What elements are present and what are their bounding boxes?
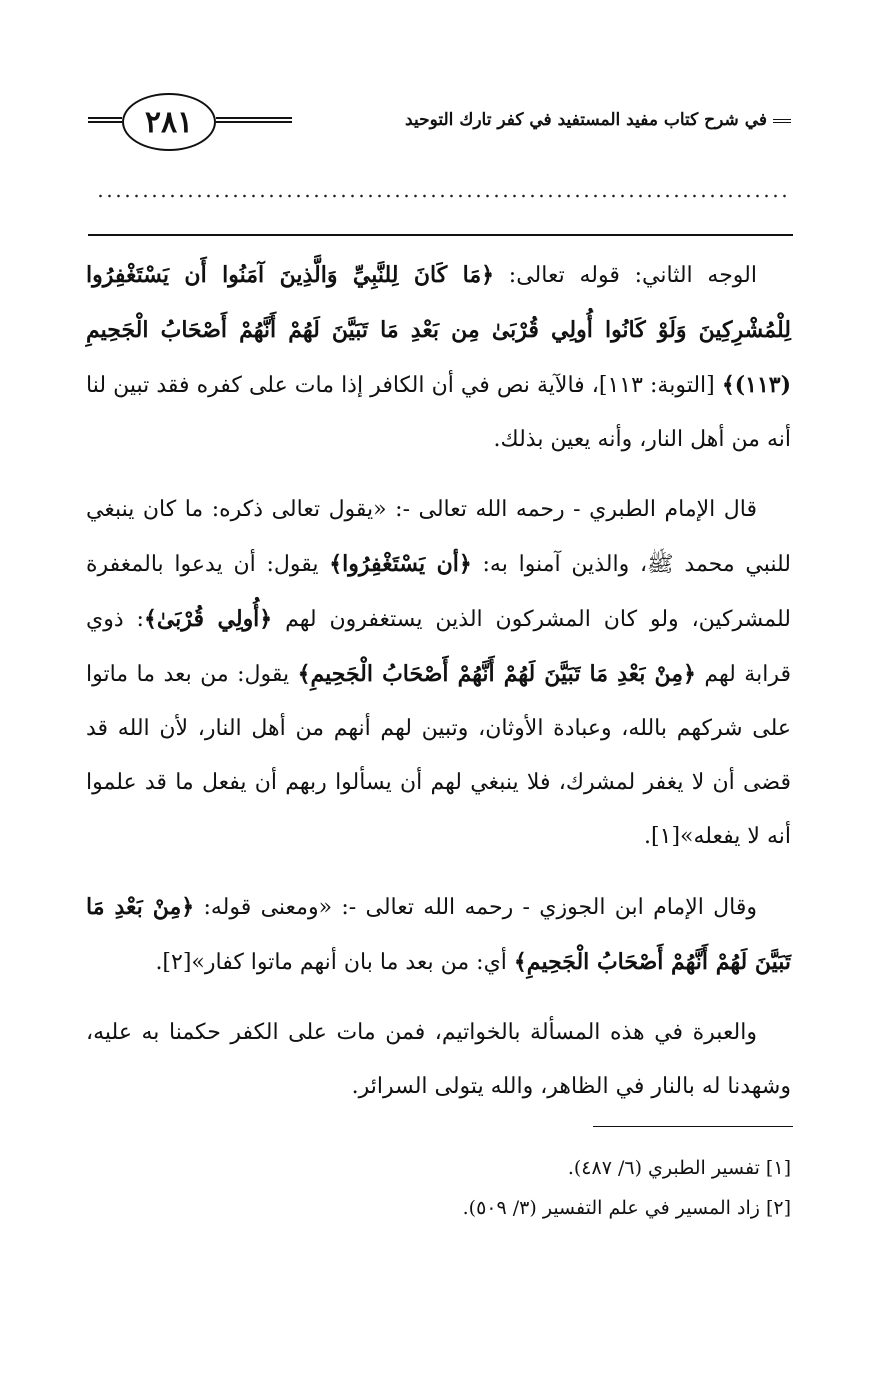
- quran-verse: ﴿مِنْ بَعْدِ مَا تَبَيَّنَ لَهُمْ أَنَّهُمْ أَصْحَابُ الْجَحِيمِ﴾: [86, 894, 791, 975]
- text-segment: [التوبة: ١١٣]، فالآية نص في أن الكافر إذا مات على كفره فقد تبين لنا أنه من أهل النار، وأنه يعين بذلك.: [86, 373, 791, 452]
- text-segment: وقال الإمام ابن الجوزي - رحمه الله تعالى -: «ومعنى قوله:: [194, 895, 758, 920]
- dotted-separator: [96, 190, 792, 202]
- page-number: ٢٨١: [144, 104, 194, 140]
- page-number-badge: [122, 93, 216, 151]
- text-segment: : ذوي قرابة لهم: [86, 607, 791, 687]
- paragraph-3: [86, 880, 791, 990]
- paragraph-1: [86, 248, 791, 467]
- quran-verse: ﴿أُولِي قُرْبَىٰ﴾: [143, 606, 273, 632]
- text-segment: قال الإمام الطبري - رحمه الله تعالى -: «يقول تعالى ذكره: ما كان ينبغي للنبي محمد ﷺ، والذين آمنوا به:: [86, 497, 791, 577]
- book-title-text: في شرح كتاب مفيد المستفيد في كفر تارك التوحيد: [405, 110, 767, 130]
- header-rule-left: [88, 117, 122, 123]
- footnote-1: [١] تفسير الطبري (٦/ ٤٨٧).: [567, 1157, 791, 1179]
- paragraph-2: [86, 483, 791, 864]
- text-segment: يقول: من بعد ما ماتوا على شركهم بالله، وعبادة الأوثان، وتبين لهم أنهم من أهل النار، لأن الله قد قضى أن لا يغفر لمشرك، فلا ينبغي لهم أن يسألوا ربهم أن يفعل ما قد علموا أنه لا يفعله»[١].: [86, 662, 791, 849]
- header-rule-middle: [216, 117, 292, 123]
- quran-verse: ﴿مِنْ بَعْدِ مَا تَبَيَّنَ لَهُمْ أَنَّهُمْ أَصْحَابُ الْجَحِيمِ﴾: [297, 661, 696, 687]
- main-text: [86, 248, 791, 1114]
- header-bottom-rule: [88, 234, 793, 236]
- page-header: [0, 0, 879, 240]
- text-segment: الوجه الثاني: قوله تعالى:: [494, 263, 757, 288]
- text-segment: والعبرة في هذه المسألة بالخواتيم، فمن مات على الكفر حكمنا به عليه، وشهدنا له بالنار في الظاهر، والله يتولى السرائر.: [86, 1020, 791, 1099]
- running-title: [311, 110, 791, 130]
- title-dash: [773, 119, 791, 123]
- text-segment: أي: من بعد ما بان أنهم ماتوا كفار»[٢].: [155, 950, 514, 975]
- footnote-separator: [593, 1126, 793, 1127]
- quran-verse: ﴿مَا كَانَ لِلنَّبِيِّ وَالَّذِينَ آمَنُوا أَن يَسْتَغْفِرُوا لِلْمُشْرِكِينَ وَلَوْ كَانُوا أُولِي قُرْبَىٰ مِن بَعْدِ مَا تَبَيَّنَ لَهُمْ أَنَّهُمْ أَصْحَابُ الْجَحِيمِ (١١٣)﴾: [86, 262, 791, 398]
- paragraph-4: [86, 1006, 791, 1114]
- quran-verse: ﴿أن يَسْتَغْفِرُوا﴾: [329, 551, 472, 577]
- footnotes: [86, 1148, 791, 1228]
- footnote-2: [٢] زاد المسير في علم التفسير (٣/ ٥٠٩).: [462, 1197, 791, 1219]
- text-segment: يقول: أن يدعوا بالمغفرة للمشركين، ولو كان المشركون الذين يستغفرون لهم: [86, 552, 792, 632]
